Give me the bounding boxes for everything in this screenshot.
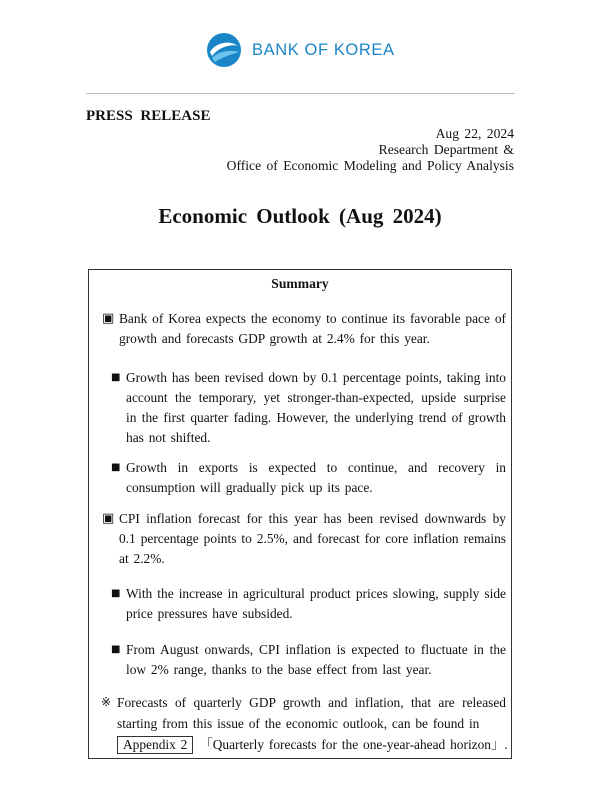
header-divider xyxy=(86,93,515,94)
summary-section-2-lead xyxy=(102,509,506,569)
summary-heading: Summary xyxy=(271,276,329,291)
box-bullet-icon: ▣ xyxy=(102,511,115,526)
reference-mark-icon: ※ xyxy=(101,695,112,709)
section-1-bullet-1-text: Growth has been revised down by 0.1 percentage points, taking into account the temporary, yet stronger-than-expected, upside surprise in the first quarter fading. However, the underlying trend of growth has not shifted. xyxy=(126,370,506,445)
section-2-bullet-1-text: With the increase in agricultural product prices slowing, supply side price pressures have subsided. xyxy=(126,586,506,621)
summary-note xyxy=(101,692,506,734)
summary-section-1-bullet-2 xyxy=(111,458,506,498)
summary-section-2-bullet-2 xyxy=(111,640,506,680)
document-title: Economic Outlook (Aug 2024) xyxy=(158,204,442,228)
summary-section-2-bullet-1 xyxy=(111,584,506,624)
square-bullet-icon: ■ xyxy=(111,644,121,655)
square-bullet-icon: ■ xyxy=(111,372,121,383)
summary-section-1-bullet-1 xyxy=(111,368,506,448)
appendix-title: 「Quarterly forecasts for the one-year-ahead horizon」. xyxy=(199,737,508,752)
summary-section-1-lead xyxy=(102,309,506,349)
section-2-bullet-2-text: From August onwards, CPI inflation is expected to fluctuate in the low 2% range, thanks to the base effect from last year. xyxy=(126,642,506,677)
appendix-reference xyxy=(117,736,508,754)
section-1-bullet-2-text: Growth in exports is expected to continue, and recovery in consumption will gradually pick up its pace. xyxy=(126,460,506,495)
section-1-lead-text: Bank of Korea expects the economy to continue its favorable pace of growth and forecasts GDP growth at 2.4% for this year. xyxy=(119,311,506,346)
note-text: Forecasts of quarterly GDP growth and inflation, that are released starting from this issue of the economic outlook, can be found in xyxy=(117,695,506,731)
box-bullet-icon: ▣ xyxy=(102,311,115,326)
section-2-lead-text: CPI inflation forecast for this year has been revised downwards by 0.1 percentage points to 2.5%, and forecast for core inflation remains at 2.2%. xyxy=(119,511,506,566)
release-meta xyxy=(227,126,514,174)
release-date: Aug 22, 2024 xyxy=(435,126,514,141)
department-line-2: Office of Economic Modeling and Policy Analysis xyxy=(226,158,514,173)
appendix-label: Appendix 2 xyxy=(117,736,193,754)
bank-of-korea-emblem-icon xyxy=(206,32,242,68)
logo-text: BANK OF KOREA xyxy=(252,40,395,59)
department-line-1: Research Department & xyxy=(378,142,514,157)
press-release-label: PRESS RELEASE xyxy=(86,108,211,124)
square-bullet-icon: ■ xyxy=(111,588,121,599)
bank-logo xyxy=(206,32,395,68)
square-bullet-icon: ■ xyxy=(111,462,121,473)
